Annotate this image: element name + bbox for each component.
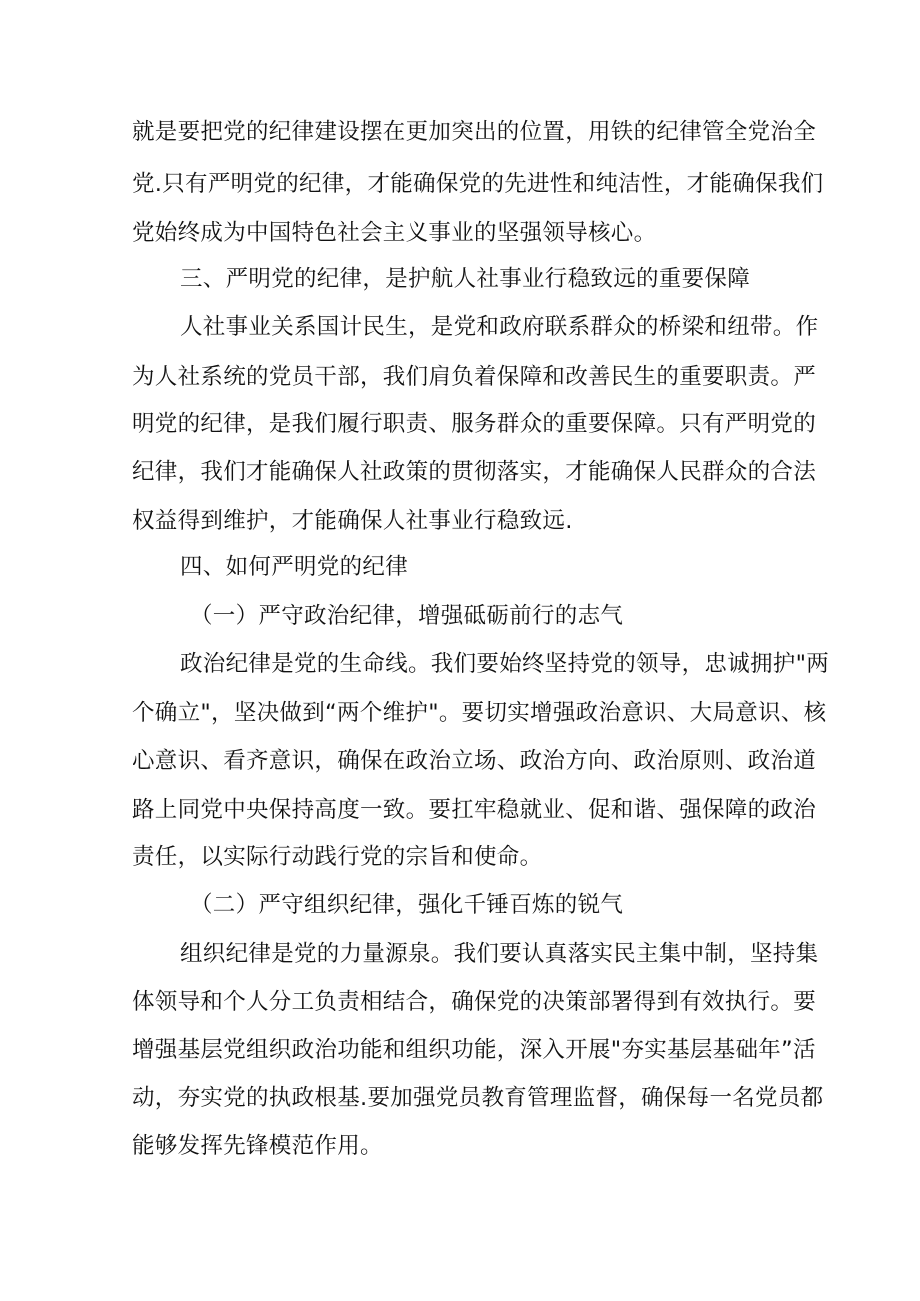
paragraph-line: 责任，以实际行动践行党的宗旨和使命。	[132, 844, 543, 870]
paragraph-line: 权益得到维护，才能确保人社事业行稳致远.	[132, 508, 573, 534]
subsection-heading: （一）严守政治纪律，增强砥砺前行的志气	[190, 603, 624, 629]
paragraph-line: 明党的纪律，是我们履行职责、服务群众的重要保障。只有严明党的	[132, 411, 817, 437]
paragraph-line: 为人社系统的党员干部，我们肩负着保障和改善民生的重要职责。严	[132, 364, 817, 390]
paragraph-line: 就是要把党的纪律建设摆在更加突出的位置，用铁的纪律管全党治全	[132, 119, 817, 145]
subsection-heading: （二）严守组织纪律，强化千锤百炼的锐气	[190, 892, 624, 918]
paragraph-line: 路上同党中央保持高度一致。要扛牢稳就业、促和谐、强保障的政治	[132, 797, 817, 823]
paragraph-line: 能够发挥先锋模范作用。	[132, 1133, 383, 1159]
paragraph-line: 人社事业关系国计民生，是党和政府联系群众的桥梁和纽带。作	[180, 314, 819, 340]
paragraph-line: 党始终成为中国特色社会主义事业的坚强领导核心。	[132, 220, 657, 246]
paragraph-line: 心意识、看齐意识，确保在政治立场、政治方向、政治原则、政治道	[132, 748, 817, 774]
paragraph-line: 增强基层党组织政治功能和组织功能，深入开展"夯实基层基础年”活	[132, 1037, 816, 1063]
paragraph-line: 体领导和个人分工负责相结合，确保党的决策部署得到有效执行。要	[132, 989, 817, 1015]
paragraph-line: 政治纪律是党的生命线。我们要始终坚持党的领导，忠诚拥护"两	[180, 651, 830, 677]
paragraph-line: 组织纪律是党的力量源泉。我们要认真落实民主集中制，坚持集	[180, 941, 819, 967]
paragraph-line: 党.只有严明党的纪律，才能确保党的先进性和纯洁性，才能确保我们	[132, 171, 824, 197]
paragraph-line: 个确立"，坚决做到“两个维护"。要切实增强政治意识、大局意识、核	[132, 700, 827, 726]
section-heading: 四、如何严明党的纪律	[180, 554, 409, 580]
section-heading: 三、严明党的纪律，是护航人社事业行稳致远的重要保障	[180, 266, 751, 292]
paragraph-line: 纪律，我们才能确保人社政策的贯彻落实，才能确保人民群众的合法	[132, 459, 817, 485]
paragraph-line: 动，夯实党的执政根基.要加强党员教育管理监督，确保每一名党员都	[132, 1085, 824, 1111]
